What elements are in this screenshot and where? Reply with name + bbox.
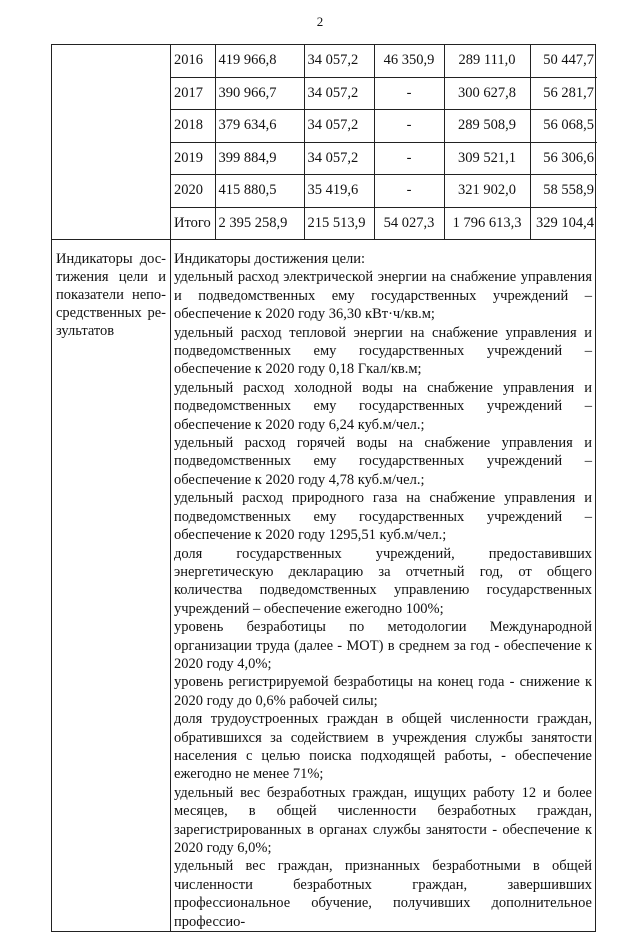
financing-row (171, 207, 597, 239)
indicator-item: удельный расход тепловой энергии на снабжение управления и подведомственных ему государственных учреждений – обеспечение к 2020 году 0,18 Гкал/кв.м; (174, 324, 592, 378)
source4-cell: 56 306,6 (530, 142, 597, 175)
indicators-label-line: Индикаторы дос- (56, 251, 166, 267)
indicators-heading: Индикаторы достижения цели: (174, 251, 366, 267)
source4-cell: 50 447,7 (530, 45, 597, 77)
indicator-item: удельный расход природного газа на снабжение управления и подведомственных ему государственных учреждений – обеспечение к 2020 году 1295,51 куб.м/чел.; (174, 490, 592, 544)
source1-cell: 34 057,2 (304, 45, 374, 77)
source3-cell: 309 521,1 (444, 142, 530, 175)
financing-row (171, 110, 597, 143)
source1-cell: 34 057,2 (304, 110, 374, 143)
year-cell: 2020 (171, 175, 215, 208)
total-cell: 399 884,9 (215, 142, 304, 175)
source1-cell: 35 419,6 (304, 175, 374, 208)
financing-row (171, 142, 597, 175)
indicator-item: удельный расход холодной воды на снабжение управления и подведомственных ему государственных учреждений – обеспечение к 2020 году 6,24 куб.м/чел.; (174, 379, 592, 433)
indicators-label-line: тижения цели и (56, 269, 166, 285)
source2-cell: - (374, 110, 444, 143)
source4-cell: 58 558,9 (530, 175, 597, 208)
year-cell: Итого (171, 207, 215, 239)
source1-cell: 34 057,2 (304, 77, 374, 110)
financing-row (171, 45, 597, 77)
total-cell: 415 880,5 (215, 175, 304, 208)
total-cell: 419 966,8 (215, 45, 304, 77)
indicator-item: доля трудоустроенных граждан в общей численности граждан, обратившихся за содействием в учреждения службы занятости населения с целью поиска подходящей работы, - обеспечение ежегодно не менее 71%; (174, 711, 592, 783)
indicators-label-cell (52, 240, 171, 932)
source3-cell: 321 902,0 (444, 175, 530, 208)
financing-table (171, 45, 597, 239)
source1-cell: 215 513,9 (304, 207, 374, 239)
indicator-item: удельный вес граждан, признанных безработными в общей численности безработных граждан, завершивших профессиональное обучение, получивших дополнительное профессио- (174, 858, 592, 930)
source3-cell: 289 508,9 (444, 110, 530, 143)
source2-cell: 54 027,3 (374, 207, 444, 239)
total-cell: 379 634,6 (215, 110, 304, 143)
indicator-item: удельный вес безработных граждан, ищущих работу 12 и более месяцев, в общей численности безработных граждан, зарегистрированных в органах службы занятости - обеспечение к 2020 году 6,0%; (174, 784, 592, 856)
year-cell: 2016 (171, 45, 215, 77)
total-cell: 2 395 258,9 (215, 207, 304, 239)
source4-cell: 329 104,4 (530, 207, 597, 239)
source2-cell: - (374, 142, 444, 175)
indicators-text-cell (171, 240, 596, 932)
year-cell: 2017 (171, 77, 215, 110)
source3-cell: 1 796 613,3 (444, 207, 530, 239)
source2-cell: - (374, 175, 444, 208)
source1-cell: 34 057,2 (304, 142, 374, 175)
indicator-item: уровень регистрируемой безработицы на конец года - снижение к 2020 году до 0,6% рабочей силы; (174, 674, 592, 709)
financing-row (171, 175, 597, 208)
indicator-item: удельный расход горячей воды на снабжение управления и подведомственных ему государственных учреждений – обеспечение к 2020 году 4,78 куб.м/чел.; (174, 435, 592, 488)
program-passport-table (51, 44, 596, 932)
empty-label-cell (52, 45, 171, 240)
financing-row (171, 77, 597, 110)
indicators-label-line: средственных ре- (56, 305, 166, 321)
financing-cell (171, 45, 596, 240)
indicators-label-line: зультатов (56, 323, 115, 339)
source4-cell: 56 281,7 (530, 77, 597, 110)
source2-cell: 46 350,9 (374, 45, 444, 77)
page-number: 2 (316, 14, 324, 29)
indicator-item: доля государственных учреждений, предоставивших энергетическую декларацию за отчетный год, от общего количества подведомственных управлению государственных учреждений – обеспечение ежегодно 100%; (174, 545, 592, 617)
source3-cell: 300 627,8 (444, 77, 530, 110)
source3-cell: 289 111,0 (444, 45, 530, 77)
source2-cell: - (374, 77, 444, 110)
source4-cell: 56 068,5 (530, 110, 597, 143)
year-cell: 2019 (171, 142, 215, 175)
year-cell: 2018 (171, 110, 215, 143)
indicators-label-line: показатели непо- (56, 287, 166, 303)
indicator-item: удельный расход электрической энергии на снабжение управления и подведомственных ему государственных учреждений – обеспечение к 2020 году 36,30 кВт·ч/кв.м; (174, 269, 592, 323)
total-cell: 390 966,7 (215, 77, 304, 110)
indicator-item: уровень безработицы по методологии Международной организации труда (далее - МОТ) в среднем за год - обеспечение к 2020 году 4,0%; (174, 619, 592, 672)
